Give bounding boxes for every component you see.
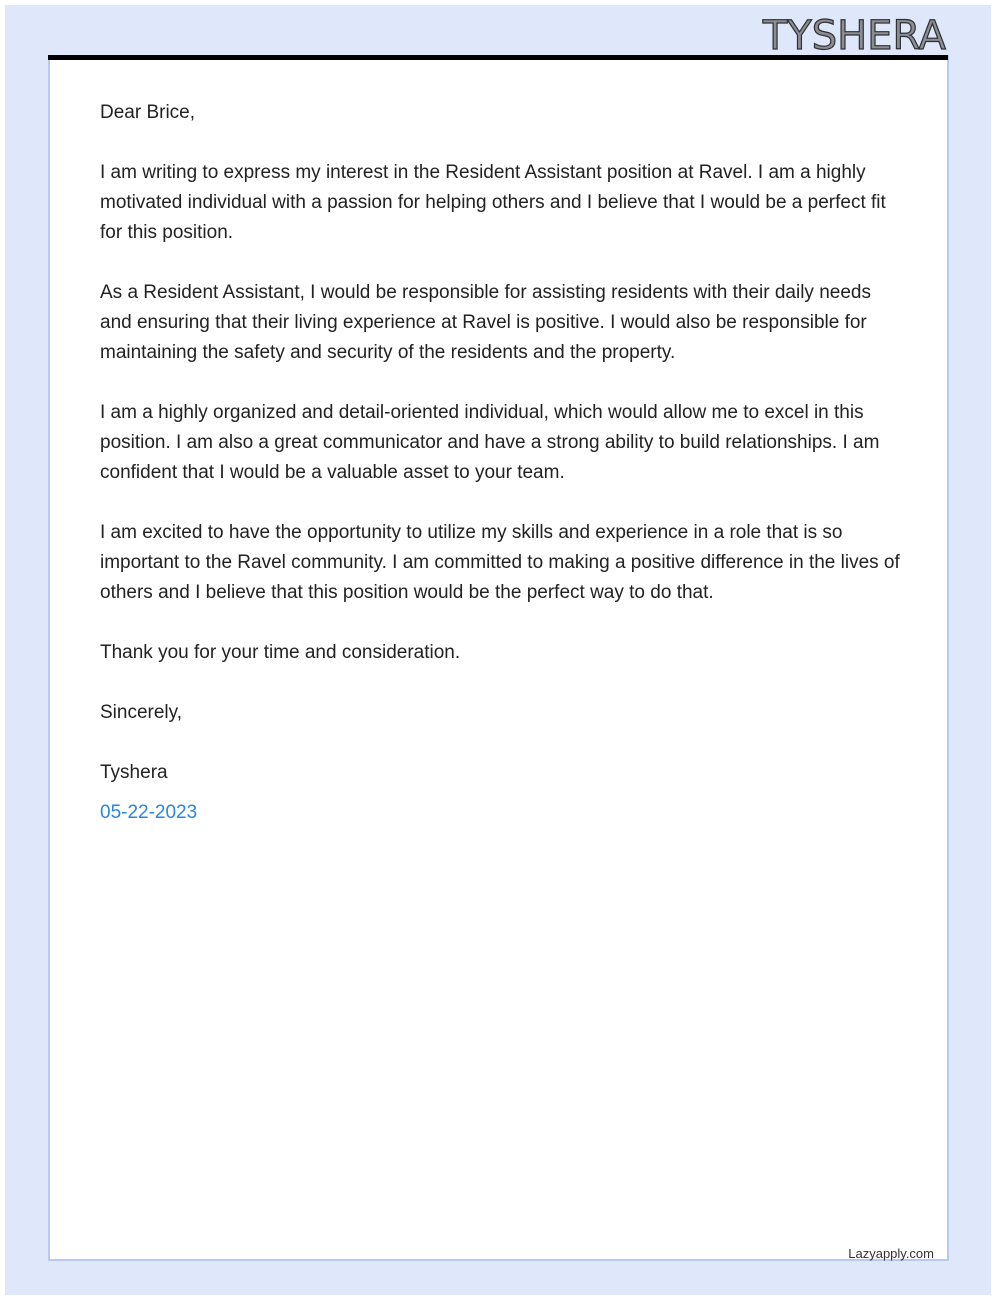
paragraph: Thank you for your time and consideration. — [100, 642, 461, 663]
brand-name: TYSHERA — [762, 13, 946, 59]
closing: Sincerely, — [100, 702, 183, 723]
letter-body — [100, 98, 900, 858]
footer-credit: Lazyapply.com — [848, 1246, 934, 1261]
paragraph: I am excited to have the opportunity to utilize my skills and experience in a role that is so important to the Ravel community. I am committed to making a positive difference in the lives of others and I believe that this position would be the perfect way to do that. — [100, 522, 900, 603]
paragraph: I am a highly organized and detail-oriented individual, which would allow me to excel in this position. I am also a great communicator and have a strong ability to build relationships. I am confident that I would be a valuable asset to your team. — [100, 402, 880, 483]
salutation: Dear Brice, — [100, 102, 196, 123]
paragraph: As a Resident Assistant, I would be responsible for assisting residents with their daily needs and ensuring that their living experience at Ravel is positive. I would also be responsible for maintaining the safety and security of the residents and the property. — [100, 282, 871, 363]
letter-date: 05-22-2023 — [100, 802, 198, 823]
paragraph: I am writing to express my interest in the Resident Assistant position at Ravel. I am a highly motivated individual with a passion for helping others and I believe that I would be a perfect fit for this position. — [100, 162, 886, 243]
signature: Tyshera — [100, 762, 168, 783]
